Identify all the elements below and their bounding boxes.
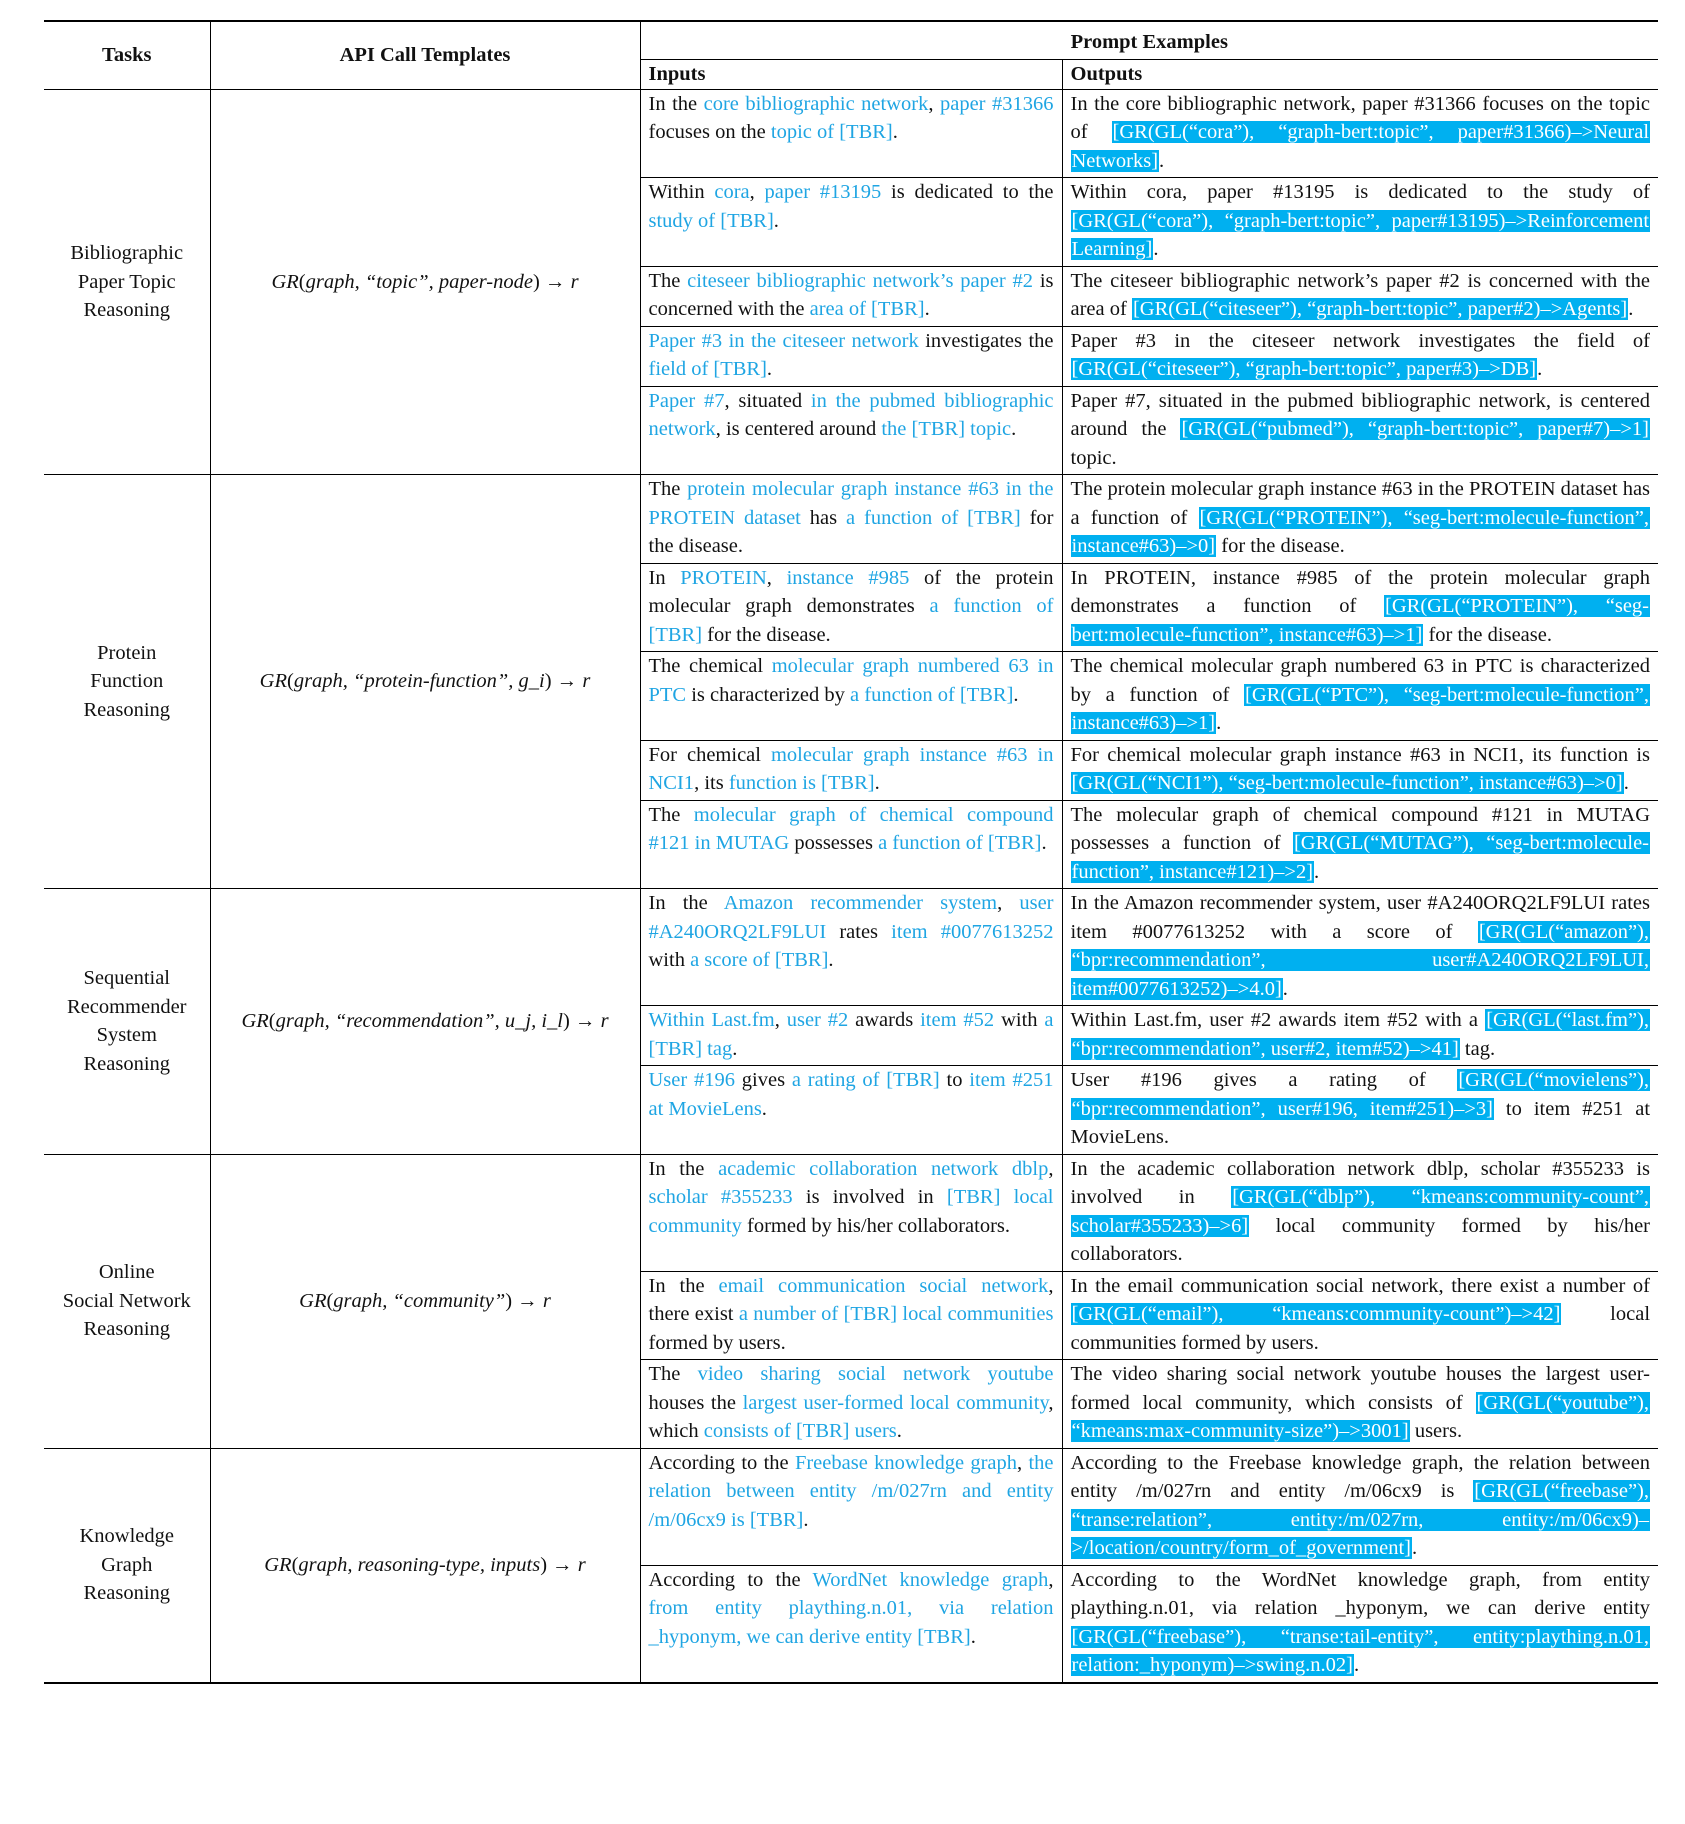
prompt-output [1062,1271,1658,1360]
plain-text: , is centered around [715,418,882,440]
task-name-line: System [96,1024,157,1047]
api-call-template [210,1154,640,1448]
plain-text: The [648,803,694,826]
plain-text: . [766,358,773,380]
plain-text: In the email communication social network, there exist a number of [1070,1274,1651,1297]
plain-text: , [1048,1568,1054,1591]
plain-text: Within Last.fm, user #2 awards item #52 with a [1070,1009,1486,1031]
api-template-arrow: → [547,1553,578,1576]
plain-text: The chemical molecular graph numbered 63 in PTC is characterized by a function of [1070,655,1651,706]
prompt-input [640,800,1062,889]
api-template-ret: r [570,270,579,293]
api-call-highlight: [GR(GL(“MUTAG”), “seg-bert:molecule-function”, instance#121)–>2] [1071,832,1650,883]
plain-text: In the core bibliographic network, paper #31366 focuses on the topic of [1070,92,1651,143]
plain-text: investigates the [918,329,1054,352]
prompt-output [1062,386,1658,475]
table-body [44,89,1658,1682]
highlighted-phrase: area of [TBR] [809,298,925,320]
plain-text: . [1353,1654,1360,1676]
api-template-open: ( [326,1289,334,1312]
plain-text: . [892,121,898,143]
task-name-line: Social Network [62,1289,191,1312]
plain-text: to item #251 at MovieLens. [1070,1097,1651,1148]
highlighted-phrase: the relation between entity /m/027rn and entity /m/06cx9 is [TBR] [648,1451,1054,1531]
plain-text: The protein molecular graph instance #63 in the PROTEIN dataset has a function of [1070,478,1651,529]
api-template-fn: GR [241,1010,269,1032]
plain-text: is dedicated to the [881,181,1054,203]
plain-text: . [732,1037,738,1060]
api-template-close: ) [562,1010,570,1032]
api-call-highlight: [GR(GL(“movielens”), “bpr:recommendation”, user#196, item#251)–>3] [1071,1069,1650,1120]
table-row [44,475,1658,564]
plain-text: In PROTEIN, instance #985 of the protein molecular graph demonstrates a function of [1070,566,1651,617]
api-template-close: ) [540,1553,548,1576]
prompt-output [1062,178,1658,267]
plain-text: , [997,892,1020,914]
prompt-input [640,740,1062,800]
plain-text: , its [694,772,729,794]
prompt-input [640,1565,1062,1682]
api-template-open: ( [291,1553,299,1576]
api-call-highlight: [GR(GL(“amazon”), “bpr:recommendation”, user#A240ORQ2LF9LUI, item#0077613252)–>4.0] [1071,920,1650,1000]
task-name [44,1448,210,1682]
plain-text: . [1041,832,1047,854]
prompt-output [1062,1006,1658,1066]
task-name-line: Knowledge [79,1525,174,1548]
api-template-args: graph, “community” [333,1289,506,1312]
plain-text: , [749,181,765,203]
prompt-output [1062,266,1658,326]
plain-text: tag. [1459,1037,1496,1060]
plain-text: . [1153,238,1159,260]
plain-text: The citeseer bibliographic network’s paper #2 is concerned with the area of [1070,269,1651,320]
plain-text: The chemical [648,655,772,677]
plain-text: . [970,1625,976,1648]
plain-text: houses the [648,1391,743,1414]
plain-text: Within [648,181,715,203]
plain-text: . [1537,358,1543,380]
highlighted-phrase: instance #985 [786,566,910,589]
plain-text: for the disease. [1216,535,1345,557]
plain-text: , [1048,1157,1054,1180]
api-call-highlight: [GR(GL(“PROTEIN”), “seg-bert:molecule-function”, instance#63)–>1] [1071,595,1650,646]
highlighted-phrase: study of [TBR] [648,209,774,232]
highlighted-phrase: email communication social network [718,1274,1049,1297]
api-template-arrow: → [512,1289,543,1312]
plain-text: In the [648,1274,719,1297]
plain-text: for the disease. [1423,623,1552,646]
highlighted-phrase: Paper #7 [648,389,725,412]
plain-text: rates [826,920,892,943]
api-call-highlight: [GR(GL(“cora”), “graph-bert:topic”, paper#31366)–>Neural Networks] [1071,121,1650,172]
plain-text: focuses on the [648,121,771,143]
plain-text: . [1623,772,1629,794]
prompt-input [640,1360,1062,1449]
highlighted-phrase: function is [TBR] [728,772,875,794]
prompt-output [1062,740,1658,800]
highlighted-phrase: academic collaboration network dblp [718,1157,1049,1180]
prompt-output [1062,1565,1658,1682]
api-template-fn: GR [259,670,287,693]
plain-text: The [648,1363,698,1385]
highlighted-phrase: from entity plaything.n.01, via relation _hyponym, we can derive entity [TBR] [648,1597,1054,1648]
api-call-highlight: [GR(GL(“email”), “kmeans:community-count”)–>42] [1071,1303,1561,1325]
task-name-line: Protein [97,641,157,664]
api-call-highlight: [GR(GL(“freebase”), “transe:tail-entity”, entity:plaything.n.01, relation:_hyponym)–>swing.n.02] [1071,1625,1650,1676]
table-row [44,1448,1658,1565]
prompt-input [640,1271,1062,1360]
task-name [44,89,210,475]
api-template-open: ( [286,670,294,693]
highlighted-phrase: user #A240ORQ2LF9LUI [648,892,1054,943]
prompt-output [1062,889,1658,1006]
plain-text: According to the Freebase knowledge graph, the relation between entity /m/027rn and entity /m/06cx9 is [1070,1451,1651,1502]
plain-text: According to the [648,1568,813,1591]
prompt-input [640,89,1062,178]
plain-text: . [1216,712,1222,734]
api-call-highlight: [GR(GL(“dblp”), “kmeans:community-count”, scholar#355233)–>6] [1071,1186,1650,1237]
prompt-output [1062,89,1658,178]
prompt-input [640,563,1062,652]
plain-text: In the academic collaboration network dblp, scholar #355233 is involved in [1070,1157,1651,1208]
highlighted-phrase: video sharing social network youtube [697,1363,1054,1385]
highlighted-phrase: molecular graph numbered 63 in PTC [648,655,1054,706]
highlighted-phrase: cora [714,181,750,203]
task-name-line: Function [90,670,164,693]
highlighted-phrase: a function of [TBR] [648,595,1054,646]
plain-text: . [1011,418,1017,440]
api-template-fn: GR [264,1553,292,1576]
plain-text: The [648,478,688,500]
highlighted-phrase: Within Last.fm [648,1009,775,1031]
header-prompt-examples: Prompt Examples [640,21,1658,60]
highlighted-phrase: a function of [TBR] [846,506,1021,529]
header-outputs: Outputs [1062,60,1658,90]
task-name-line: Recommender [66,995,187,1018]
highlighted-phrase: consists of [TBR] users [703,1420,897,1442]
highlighted-phrase: protein molecular graph instance #63 in the PROTEIN dataset [648,478,1054,529]
plain-text: . [924,298,930,320]
api-template-fn: GR [299,1289,327,1312]
prompt-input [640,475,1062,564]
plain-text: User #196 gives a rating of [1070,1069,1458,1091]
highlighted-phrase: Freebase knowledge graph [794,1451,1018,1474]
highlighted-phrase: a rating of [TBR] [791,1069,940,1091]
plain-text: In [648,566,681,589]
table-row [44,89,1658,178]
highlighted-phrase: paper #31366 [939,92,1054,115]
plain-text: . [1282,977,1288,1000]
prompt-input [640,178,1062,267]
plain-text: of the protein molecular graph demonstrates [648,566,1054,617]
plain-text: . [761,1097,767,1120]
task-name [44,1154,210,1448]
highlighted-phrase: a score of [TBR] [690,949,829,971]
plain-text: Paper #7, situated in the pubmed bibliographic network, is centered around the [1070,389,1651,440]
plain-text: possesses [789,832,879,854]
plain-text: In the [648,92,704,115]
highlighted-phrase: in the pubmed bibliographic network [648,389,1054,440]
highlighted-phrase: Amazon recommender system [723,892,998,914]
plain-text: , [1017,1451,1029,1474]
plain-text: In the [648,1157,719,1180]
highlighted-phrase: [TBR] local community [648,1186,1054,1237]
highlighted-phrase: a function of [TBR] [878,832,1042,854]
plain-text: is concerned with the [648,269,1054,320]
highlighted-phrase: item #0077613252 [891,920,1054,943]
highlighted-phrase: User #196 [648,1069,735,1091]
task-name [44,889,210,1155]
task-name-line: Sequential [83,967,171,990]
table-container [44,20,1658,1684]
plain-text: , [774,1009,787,1031]
highlighted-phrase: PROTEIN [680,566,767,589]
prompt-input [640,1154,1062,1271]
prompt-input [640,1448,1062,1565]
plain-text: In the Amazon recommender system, user #A240ORQ2LF9LUI rates item #0077613252 with a score of [1070,892,1651,943]
plain-text: users. [1409,1420,1463,1442]
plain-text: . [773,209,779,232]
prompt-output [1062,563,1658,652]
header-tasks: Tasks [44,21,210,89]
highlighted-phrase: a [TBR] tag [648,1009,1054,1060]
highlighted-phrase: molecular graph instance #63 in NCI1 [648,743,1054,794]
api-call-template [210,475,640,889]
api-template-close: ) [505,1289,513,1312]
api-template-ret: r [577,1553,586,1576]
plain-text: , which [648,1391,1054,1442]
api-call-highlight: [GR(GL(“PROTEIN”), “seg-bert:molecule-function”, instance#63)–>0] [1071,506,1650,557]
prompt-input [640,386,1062,475]
prompt-output [1062,800,1658,889]
plain-text: for the disease. [702,623,831,646]
api-template-ret: r [600,1010,609,1032]
prompt-output [1062,326,1658,386]
api-template-args: graph, “recommendation”, u_j, i_l [275,1010,563,1032]
plain-text: , situated [724,389,811,412]
highlighted-phrase: item #251 at MovieLens [648,1069,1054,1120]
highlighted-phrase: core bibliographic network [703,92,929,115]
api-call-highlight: [GR(GL(“youtube”), “kmeans:max-community-size”)–>3001] [1071,1391,1650,1442]
plain-text: . [1159,149,1165,172]
prompt-input [640,1006,1062,1066]
highlighted-phrase: user #2 [786,1009,849,1031]
api-call-highlight: [GR(GL(“citeseer”), “graph-bert:topic”, paper#2)–>Agents] [1132,298,1628,320]
plain-text: local community formed by his/her collaborators. [1070,1214,1651,1265]
plain-text: The [648,269,688,292]
api-call-highlight: [GR(GL(“citeseer”), “graph-bert:topic”, paper#3)–>DB] [1071,358,1537,380]
plain-text: local communities formed by users. [1070,1303,1651,1354]
api-call-highlight: [GR(GL(“freebase”), “transe:relation”, entity:/m/027rn, entity:/m/06cx9)–>/location/country/form_of_government] [1071,1480,1650,1559]
plain-text: , [928,92,940,115]
plain-text: formed by his/her collaborators. [741,1214,1011,1237]
prompt-output [1062,1066,1658,1155]
task-name-line: Reasoning [83,1582,171,1605]
plain-text: , [766,566,787,589]
prompt-output [1062,652,1658,741]
api-call-highlight: [GR(GL(“last.fm”), “bpr:recommendation”, user#2, item#52)–>41] [1071,1009,1650,1060]
highlighted-phrase: molecular graph of chemical compound #121 in MUTAG [648,803,1054,854]
api-call-highlight: [GR(GL(“cora”), “graph-bert:topic”, paper#13195)–>Reinforcement Learning] [1071,209,1650,260]
plain-text: . [1314,860,1320,883]
plain-text: Within cora, paper #13195 is dedicated to the study of [1070,181,1651,203]
api-template-arrow: → [539,270,571,293]
api-template-close: ) [544,670,552,693]
task-name-line: Reasoning [83,698,171,721]
plain-text: The video sharing social network youtube houses the largest user-formed local community, which consists of [1070,1363,1651,1414]
api-call-highlight: [GR(GL(“pubmed”), “graph-bert:topic”, paper#7)–>1] [1181,418,1649,440]
plain-text: has [800,506,846,529]
plain-text: . [828,949,834,971]
header-api-call-templates: API Call Templates [210,21,640,89]
plain-text: topic. [1070,446,1117,469]
plain-text: In the [648,892,724,914]
highlighted-phrase: WordNet knowledge graph [812,1568,1049,1591]
api-call-highlight: [GR(GL(“NCI1”), “seg-bert:molecule-function”, instance#63)–>0] [1071,772,1623,794]
task-name-line: Bibliographic [70,242,184,264]
api-call-highlight: [GR(GL(“PTC”), “seg-bert:molecule-function”, instance#63)–>1] [1071,683,1650,734]
api-call-template [210,889,640,1155]
prompt-input [640,889,1062,1006]
task-name-line: Reasoning [83,1318,171,1341]
plain-text: . [1013,683,1019,706]
task-name-line: Reasoning [83,1052,171,1075]
api-template-fn: GR [271,270,299,293]
table-row [44,889,1658,1006]
plain-text: . [874,772,880,794]
api-template-open: ( [298,270,306,293]
highlighted-phrase: a function of [TBR] [850,683,1014,706]
api-template-ret: r [542,1289,551,1312]
prompt-output [1062,1154,1658,1271]
prompt-examples-table [44,20,1658,1684]
highlighted-phrase: paper #13195 [764,181,882,203]
task-name-line: Graph [101,1553,153,1576]
plain-text: gives [735,1069,792,1091]
prompt-output [1062,475,1658,564]
plain-text: . [896,1420,902,1442]
plain-text: . [803,1508,809,1531]
api-template-open: ( [268,1010,276,1032]
highlighted-phrase: largest user-formed local community [742,1391,1049,1414]
plain-text: According to the [648,1451,795,1474]
header-inputs: Inputs [640,60,1062,90]
api-call-template [210,89,640,475]
plain-text: Paper #3 in the citeseer network investigates the field of [1070,329,1651,352]
plain-text: is characterized by [686,683,851,706]
api-template-arrow: → [569,1010,601,1032]
highlighted-phrase: citeseer bibliographic network’s paper #2 [687,269,1034,292]
highlighted-phrase: the [TBR] topic [881,418,1012,440]
api-template-close: ) [532,270,540,293]
highlighted-phrase: a number of [TBR] local communities [738,1303,1054,1325]
prompt-input [640,1066,1062,1155]
plain-text: with [648,949,691,971]
task-name-line: Reasoning [83,299,171,321]
plain-text: According to the WordNet knowledge graph, from entity plaything.n.01, via relation _hyponym, we can derive entity [1070,1568,1651,1619]
plain-text: For chemical molecular graph instance #63 in NCI1, its function is [1070,743,1651,766]
api-template-arrow: → [551,670,583,693]
api-template-args: graph, reasoning-type, inputs [298,1553,541,1576]
table-row [44,1154,1658,1271]
api-template-ret: r [582,670,591,693]
plain-text: formed by users. [648,1331,786,1354]
prompt-input [640,326,1062,386]
plain-text: to [939,1069,970,1091]
api-template-args: graph, “protein-function”, g_i [293,670,545,693]
plain-text: . [1628,298,1634,320]
plain-text: The molecular graph of chemical compound #121 in MUTAG possesses a function of [1070,803,1651,854]
plain-text: for the disease. [648,506,1054,557]
highlighted-phrase: item #52 [920,1009,995,1031]
plain-text: is involved in [792,1186,947,1208]
highlighted-phrase: Paper #3 in the citeseer network [648,329,919,352]
highlighted-phrase: topic of [TBR] [770,121,893,143]
prompt-input [640,266,1062,326]
prompt-output [1062,1448,1658,1565]
task-name-line: Paper Topic [77,270,176,293]
plain-text: For chemical [648,743,771,766]
highlighted-phrase: scholar #355233 [648,1186,793,1208]
plain-text: . [1411,1537,1418,1559]
task-name-line: Online [98,1261,155,1284]
prompt-input [640,652,1062,741]
plain-text: , there exist [648,1274,1054,1325]
api-call-template [210,1448,640,1682]
plain-text: awards [848,1009,921,1031]
task-name [44,475,210,889]
api-template-args: graph, “topic”, paper-node [305,270,533,293]
plain-text: with [994,1009,1045,1031]
highlighted-phrase: field of [TBR] [648,358,767,380]
prompt-output [1062,1360,1658,1449]
